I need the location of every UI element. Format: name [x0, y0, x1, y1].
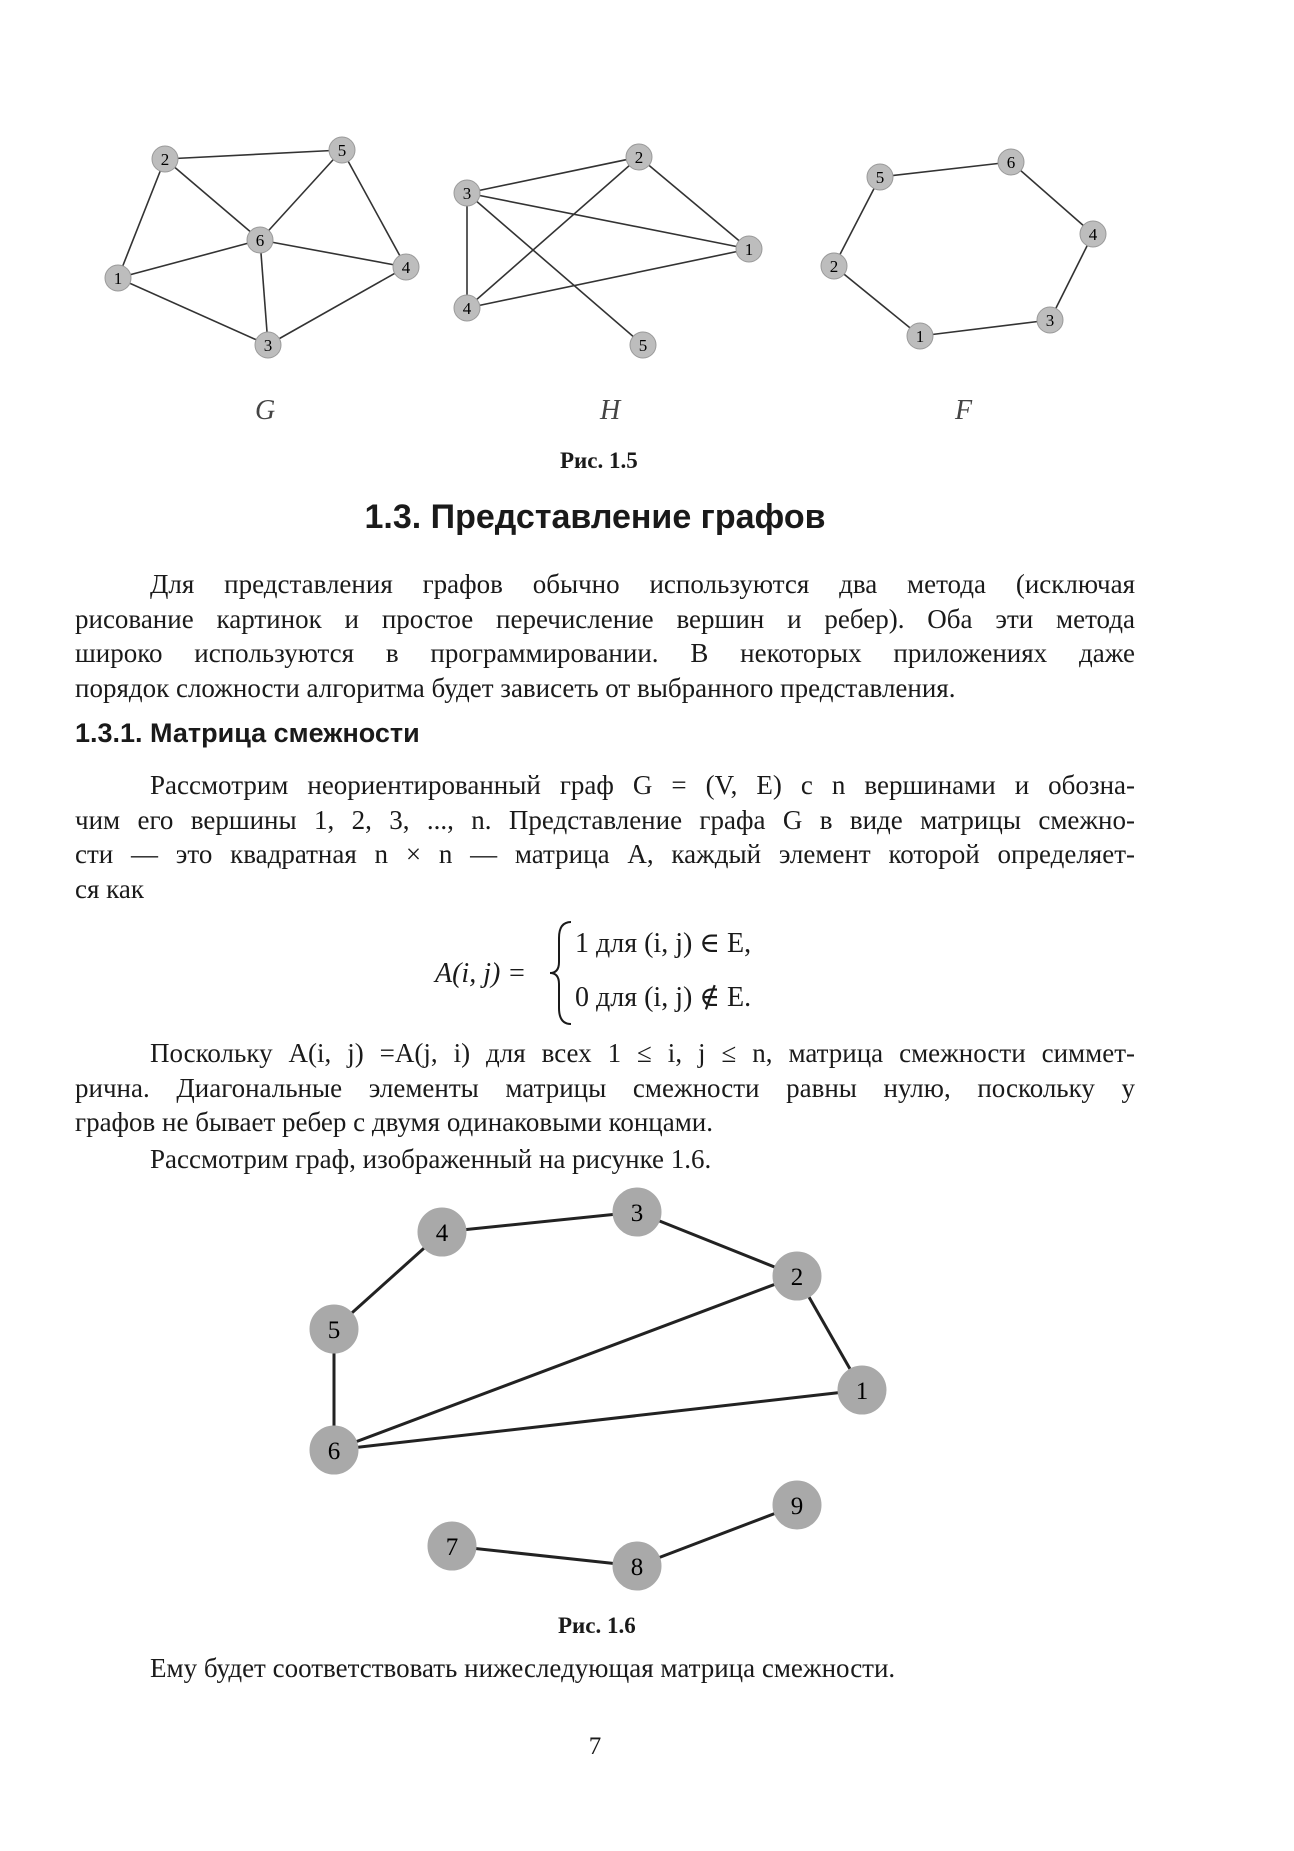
svg-text:2: 2 [790, 1264, 804, 1291]
fig16-node [613, 1188, 661, 1236]
fig16-node [773, 1252, 821, 1300]
graph-g-node [152, 146, 178, 172]
paragraph-closing [75, 1651, 1135, 1686]
graph-f [821, 149, 1106, 349]
svg-text:6: 6 [327, 1438, 341, 1465]
svg-text:7: 7 [445, 1534, 459, 1561]
text-line: чим его вершины 1, 2, 3, ..., n. Представление графа G в виде матрицы смежно- [75, 804, 1135, 835]
page-number: 7 [588, 1733, 602, 1760]
graph-f-node [998, 149, 1024, 175]
svg-text:5: 5 [638, 336, 648, 355]
paragraph-consider [75, 1142, 1135, 1177]
fig16-node [428, 1522, 476, 1570]
graph-g-node [255, 332, 281, 358]
svg-text:5: 5 [337, 141, 347, 160]
svg-text:5: 5 [327, 1317, 341, 1344]
graph-h-node [736, 236, 762, 262]
svg-text:3: 3 [1045, 311, 1055, 330]
text-line: рична. Диагональные элементы матрицы смежности равны нулю, поскольку у [75, 1072, 1135, 1103]
graph-h-label: H [600, 395, 621, 426]
fig16-node [310, 1305, 358, 1353]
graph-h-node [454, 295, 480, 321]
svg-text:1: 1 [113, 269, 123, 288]
svg-text:2: 2 [634, 148, 644, 167]
svg-text:1: 1 [744, 240, 754, 259]
text-line: Для представления графов обычно используются два метода (исключая [150, 569, 1135, 599]
text-line: Рассмотрим граф, изображенный на рисунке 1.6. [150, 1144, 712, 1174]
text-line: Рассмотрим неориентированный граф G = (V, E) с n вершинами и обозна- [150, 770, 1135, 800]
graph-g [105, 137, 419, 358]
graph-f-node [867, 164, 893, 190]
graph-f-label: F [955, 395, 973, 426]
paragraph-definition [75, 768, 1135, 906]
svg-text:4: 4 [401, 258, 411, 277]
fig16-node [418, 1208, 466, 1256]
text-line: широко используются в программировании. В некоторых приложениях даже [75, 638, 1135, 668]
svg-text:4: 4 [462, 299, 472, 318]
graph-h-node [626, 144, 652, 170]
graph-g-node [329, 137, 355, 163]
svg-text:6: 6 [1006, 153, 1016, 172]
graph-g-label: G [255, 395, 276, 426]
paragraph-intro [75, 567, 1135, 705]
svg-text:6: 6 [255, 231, 265, 250]
figure-1-6-caption: Рис. 1.6 [558, 1613, 636, 1638]
svg-text:5: 5 [875, 168, 885, 187]
formula-case-1: 1 для (i, j) ∈ E, [575, 928, 752, 959]
svg-text:4: 4 [435, 1220, 449, 1247]
text-line: рисование картинок и простое перечисление вершин и ребер). Оба эти метода [75, 603, 1135, 634]
fig16-node [310, 1426, 358, 1474]
graph-f-node [907, 323, 933, 349]
section-title: 1.3. Представление графов [364, 498, 826, 536]
figure-1-5-caption: Рис. 1.5 [560, 448, 638, 473]
fig16-node [838, 1366, 886, 1414]
graph-h-node [630, 332, 656, 358]
svg-text:1: 1 [915, 327, 925, 346]
svg-text:3: 3 [630, 1200, 644, 1227]
subsection-title: 1.3.1. Матрица смежности [75, 718, 420, 748]
formula-case-2: 0 для (i, j) ∉ E. [575, 982, 752, 1013]
text-line: Ему будет соответствовать нижеследующая матрица смежности. [150, 1653, 896, 1683]
graph-f-node [821, 253, 847, 279]
text-line: порядок сложности алгоритма будет зависеть от выбранного представления. [75, 672, 956, 703]
graph-h-node [454, 180, 480, 206]
fig16-node [773, 1481, 821, 1529]
figure-1-6 [0, 1180, 1190, 1600]
svg-text:3: 3 [462, 184, 472, 203]
svg-text:8: 8 [630, 1554, 644, 1581]
graph-g-node [105, 265, 131, 291]
paragraph-symmetry [75, 1036, 1135, 1140]
svg-text:3: 3 [263, 336, 273, 355]
text-line: ся как [75, 873, 144, 904]
text-line: сти — это квадратная n × n — матрица A, каждый элемент которой определяет- [75, 839, 1135, 869]
fig16-node [613, 1542, 661, 1590]
formula-lhs: A(i, j) = [435, 958, 527, 989]
formula-brace [547, 918, 577, 1028]
graph-h [454, 144, 762, 358]
graph-g-node [247, 227, 273, 253]
graph-g-node [393, 254, 419, 280]
text-line: графов не бывает ребер с двумя одинаковыми концами. [75, 1107, 713, 1137]
svg-text:4: 4 [1088, 225, 1098, 244]
svg-text:2: 2 [160, 150, 170, 169]
graph-f-node [1080, 221, 1106, 247]
svg-text:1: 1 [855, 1378, 869, 1405]
svg-text:2: 2 [829, 257, 839, 276]
svg-text:9: 9 [790, 1493, 804, 1520]
graph-f-node [1037, 307, 1063, 333]
text-line: Поскольку A(i, j) =A(j, i) для всех 1 ≤ i, j ≤ n, матрица смежности симмет- [150, 1038, 1135, 1068]
